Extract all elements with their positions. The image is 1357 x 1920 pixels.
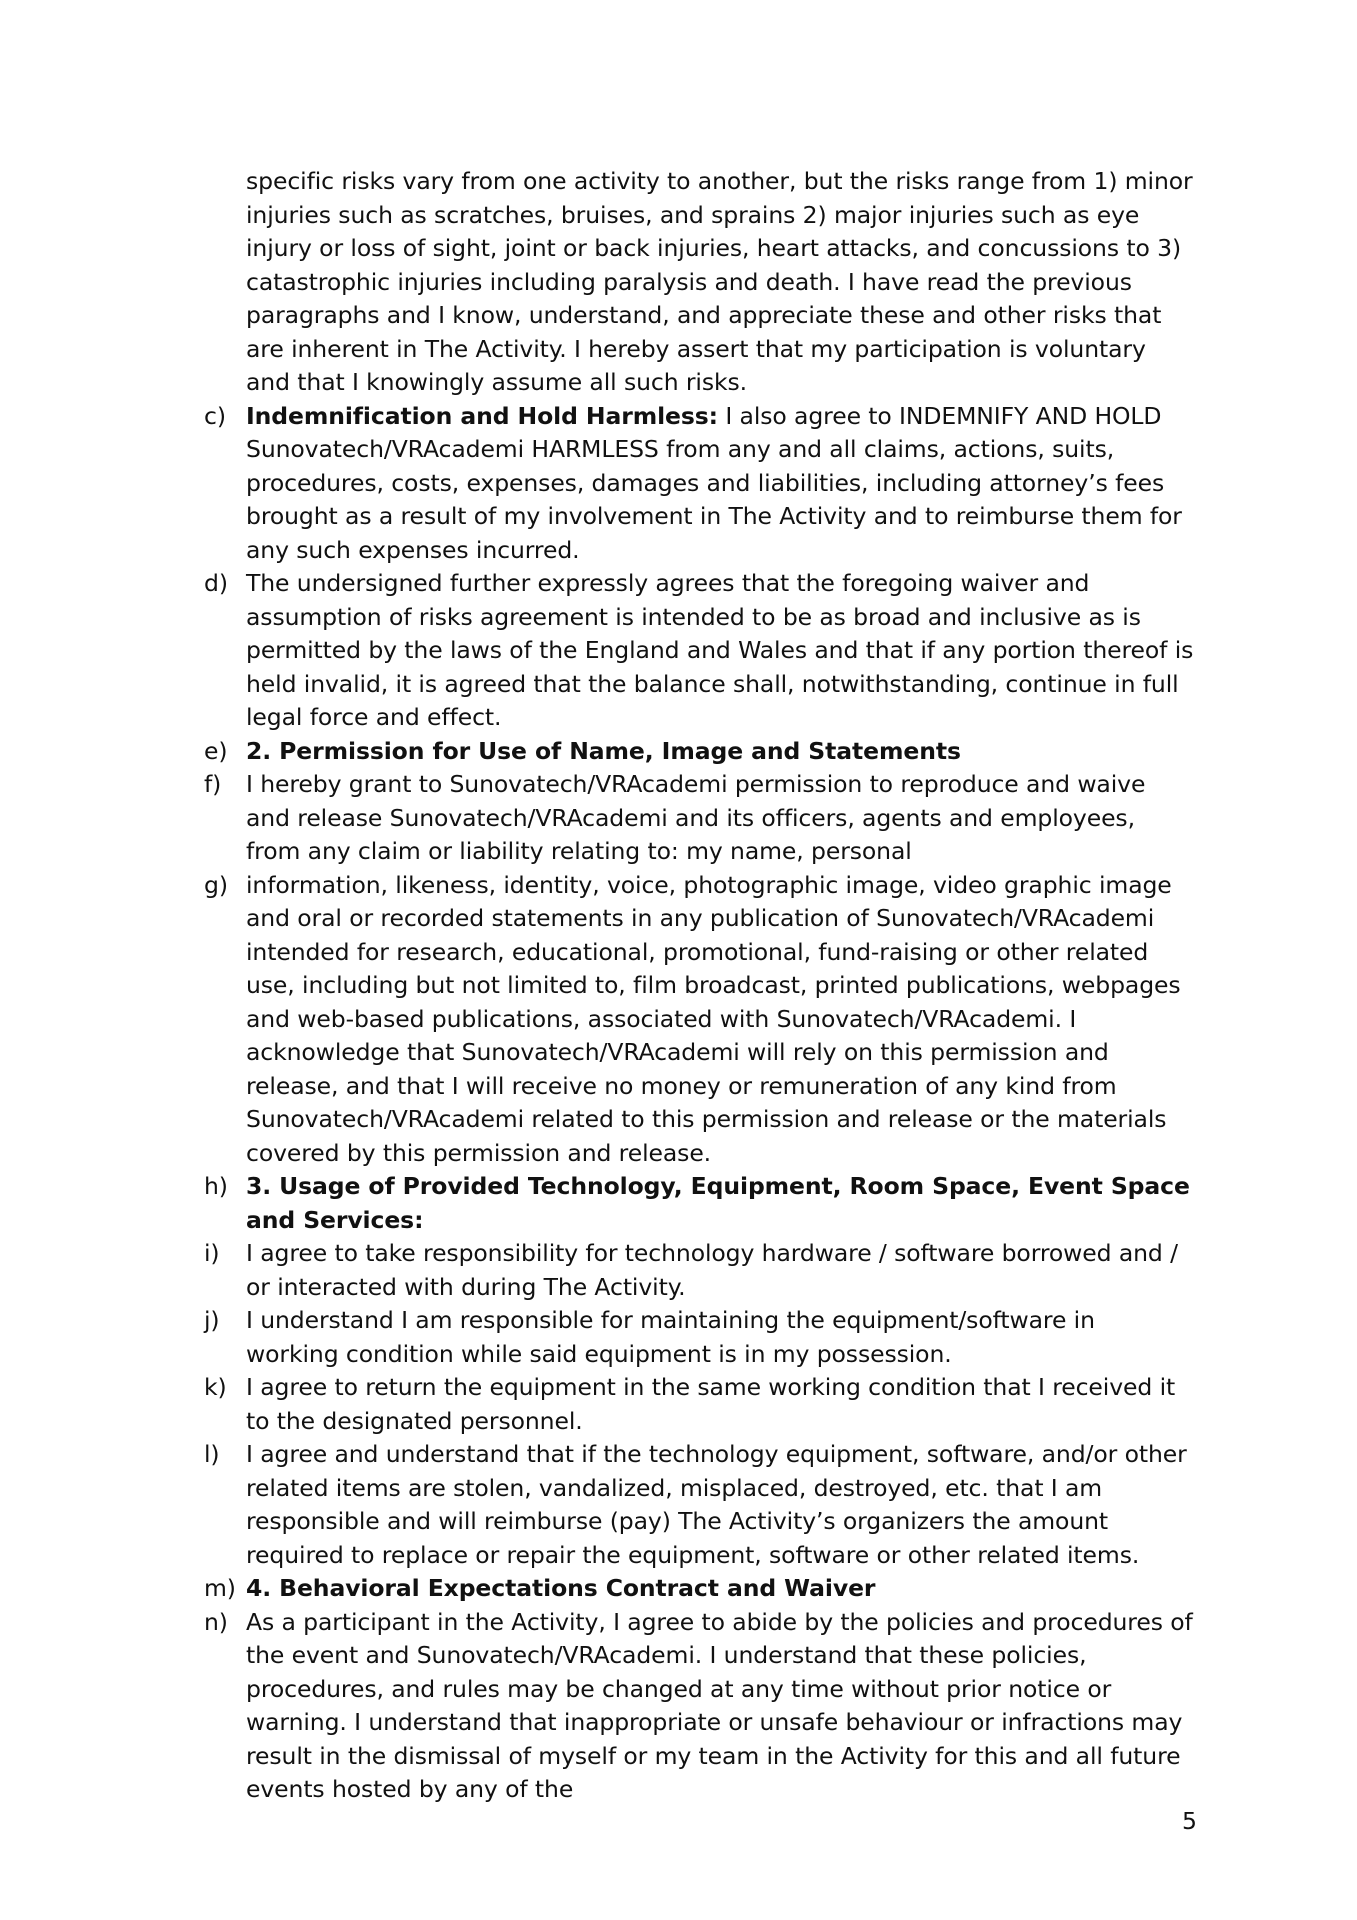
page-number: 5	[1182, 1807, 1197, 1835]
list-item-i	[204, 1237, 1194, 1304]
item-body: The undersigned further expressly agrees that the foregoing waiver and assumption of risks agreement is intended to be as broad and inclusive as is permitted by the laws of the England and Wales and that if any portion thereof is held invalid, it is agreed that the balance shall, notwithstanding, continue in full legal force and effect.	[246, 569, 1194, 731]
list-item-f	[204, 768, 1194, 869]
list-item-text	[246, 768, 1194, 869]
list-marker: h)	[204, 1172, 228, 1200]
item-heading: Indemnification and Hold Harmless:	[246, 401, 718, 430]
item-body: I agree and understand that if the technology equipment, software, and/or other related items are stolen, vandalized, misplaced, destroyed, etc. that I am responsible and will reimburse (pay) The Activity’s organizers the amount required to replace or repair the equipment, software or other related items.	[246, 1440, 1187, 1569]
list-marker: k)	[204, 1373, 227, 1401]
list-item-n	[204, 1606, 1194, 1807]
item-body: As a participant in the Activity, I agree to abide by the policies and procedures of the event and Sunovatech/VRAcademi. I understand that these policies, procedures, and rules may be changed at any time without prior notice or warning. I understand that inappropriate or unsafe behaviour or infractions may result in the dismissal of myself or my team in the Activity for this and all future events hosted by any of the	[246, 1607, 1193, 1803]
item-body: I also agree to INDEMNIFY AND HOLD Sunovatech/VRAcademi HARMLESS from any and all claims, actions, suits, procedures, costs, expenses, damages and liabilities, including attorney’s fees brought as a result of my involvement in The Activity and to reimburse them for any such expenses incurred.	[246, 401, 1182, 564]
item-body: I agree to take responsibility for technology hardware / software borrowed and / or interacted with during The Activity.	[246, 1239, 1178, 1301]
list-marker: c)	[204, 401, 226, 430]
list-item-d	[204, 567, 1194, 735]
list-marker: g)	[204, 870, 228, 899]
intro-paragraph: specific risks vary from one activity to another, but the risks range from 1) minor injuries such as scratches, bruises, and sprains 2) major injuries such as eye injury or loss of sight, joint or back injuries, heart attacks, and concussions to 3) catastrophic injuries including paralysis and death. I have read the previous paragraphs and I know, understand, and appreciate these and other risks that are inherent in The Activity. I hereby assert that my participation is voluntary and that I knowingly assume all such risks.	[246, 167, 1193, 396]
section-heading-usage: 3. Usage of Provided Technology, Equipment, Room Space, Event Space and Services:	[246, 1172, 1190, 1234]
list-item-k	[204, 1371, 1194, 1438]
list-marker: f)	[204, 770, 222, 798]
section-heading-behavioral: 4. Behavioral Expectations Contract and Waiver	[246, 1574, 876, 1602]
item-body: I understand I am responsible for maintaining the equipment/software in working condition while said equipment is in my possession.	[246, 1306, 1095, 1368]
list-item-g	[204, 869, 1194, 1171]
list-marker: e)	[204, 736, 228, 765]
item-body: I agree to return the equipment in the same working condition that I received it to the designated personnel.	[246, 1373, 1176, 1435]
list-item-text	[246, 1237, 1194, 1304]
list-marker: d)	[204, 569, 228, 597]
list-marker: i)	[204, 1239, 220, 1267]
list-item-text	[246, 400, 1194, 568]
list-item-text	[246, 1304, 1194, 1371]
list-item-text	[246, 735, 1194, 769]
list-item-text	[246, 1572, 1194, 1606]
document-body	[204, 165, 1194, 1807]
list-item-h	[204, 1170, 1194, 1237]
list-item-text	[246, 567, 1194, 735]
list-marker: n)	[204, 1607, 228, 1636]
list-item-c	[204, 400, 1194, 568]
list-item-m	[204, 1572, 1194, 1606]
list-item-e	[204, 735, 1194, 769]
item-body: information, likeness, identity, voice, photographic image, video graphic image and oral or recorded statements in any publication of Sunovatech/VRAcademi intended for research, educational, promotional, fund-raising or other related use, including but not limited to, film broadcast, printed publications, webpages and web-based publications, associated with Sunovatech/VRAcademi. I acknowledge that Sunovatech/VRAcademi will rely on this permission and release, and that I will receive no money or remuneration of any kind from Sunovatech/VRAcademi related to this permission and release or the materials covered by this permission and release.	[246, 870, 1181, 1167]
list-item-text	[246, 1438, 1194, 1572]
list-item-l	[204, 1438, 1194, 1572]
section-heading-permission: 2. Permission for Use of Name, Image and Statements	[246, 736, 961, 765]
list-item-text	[246, 869, 1194, 1171]
list-marker: m)	[204, 1574, 236, 1602]
list-marker: l)	[204, 1440, 220, 1468]
list-item-text	[246, 1371, 1194, 1438]
list-marker: j)	[204, 1306, 220, 1334]
list-item-text	[246, 1606, 1194, 1807]
list-item-j	[204, 1304, 1194, 1371]
list-item-text	[246, 1170, 1194, 1237]
item-body: I hereby grant to Sunovatech/VRAcademi permission to reproduce and waive and release Sunovatech/VRAcademi and its officers, agents and employees, from any claim or liability relating to: my name, personal	[246, 770, 1146, 865]
